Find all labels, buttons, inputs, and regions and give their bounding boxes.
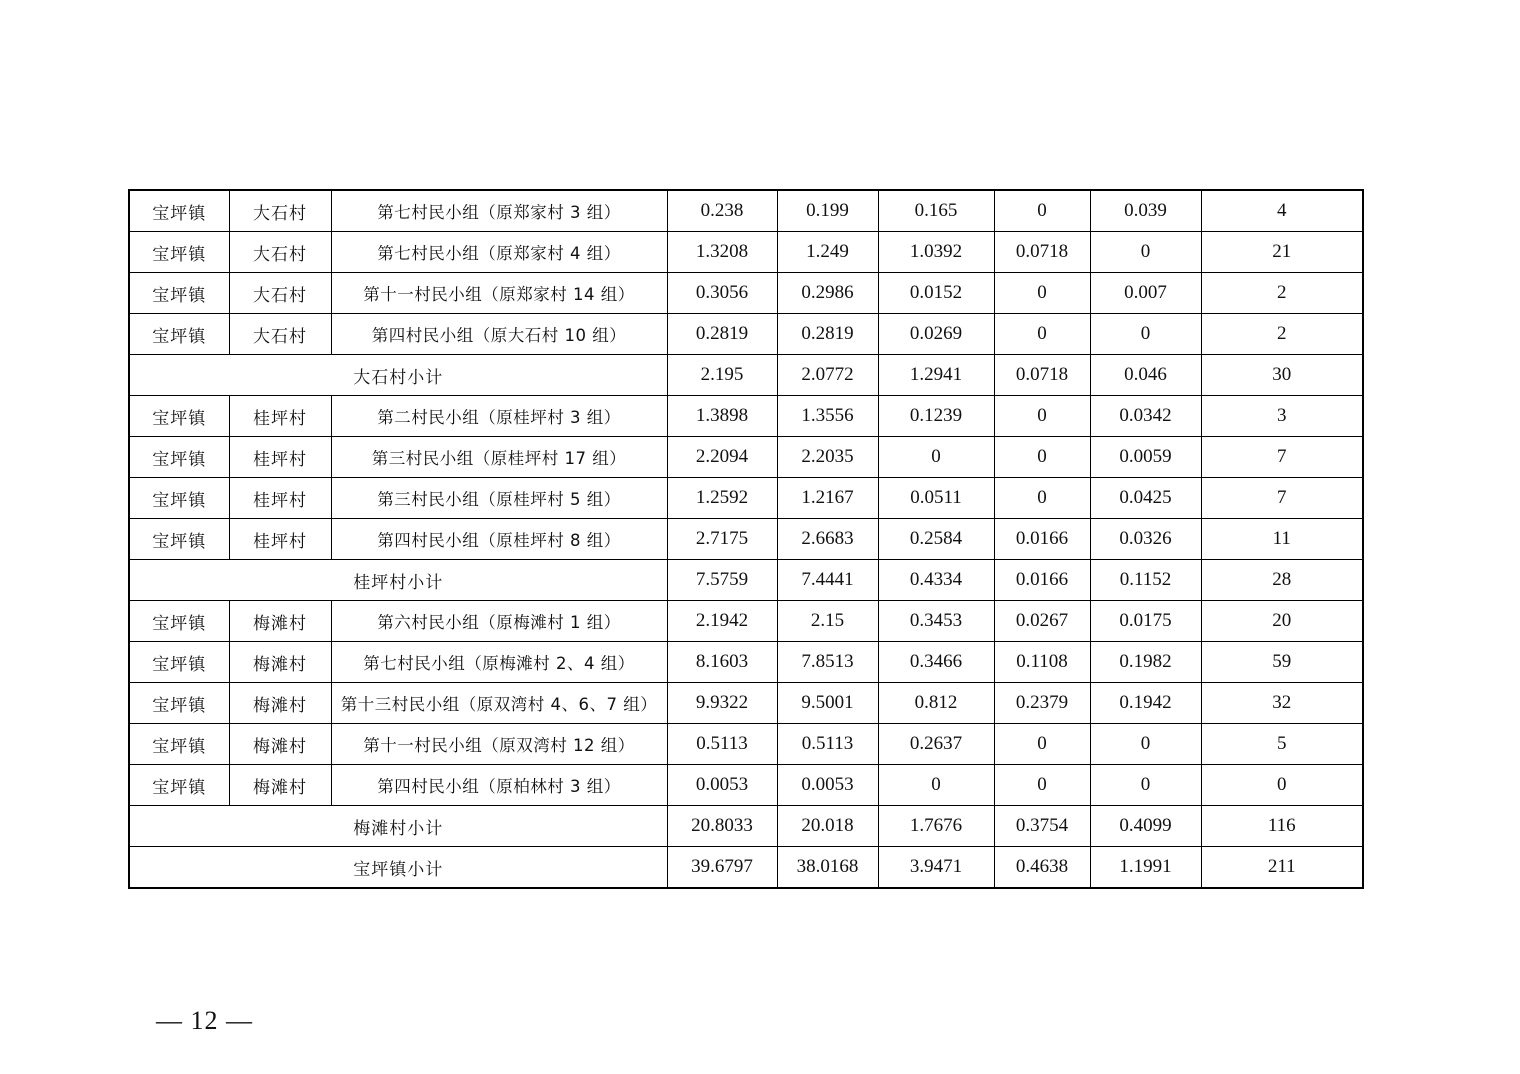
value-cell: 3 bbox=[1201, 396, 1362, 437]
village-cell: 梅滩村 bbox=[229, 683, 331, 724]
value-cell: 0 bbox=[994, 478, 1090, 519]
value-cell: 0 bbox=[1201, 765, 1362, 806]
village-cell: 大石村 bbox=[229, 232, 331, 273]
town-cell: 宝坪镇 bbox=[130, 519, 229, 560]
value-cell: 0.4334 bbox=[878, 560, 994, 601]
value-cell: 0 bbox=[994, 191, 1090, 232]
value-cell: 11 bbox=[1201, 519, 1362, 560]
value-cell: 0.007 bbox=[1090, 273, 1201, 314]
value-cell: 0.0053 bbox=[777, 765, 878, 806]
value-cell: 0.2819 bbox=[777, 314, 878, 355]
group-cell: 第十一村民小组（原双湾村 12 组） bbox=[331, 724, 667, 765]
village-cell: 桂坪村 bbox=[229, 519, 331, 560]
value-cell: 7 bbox=[1201, 478, 1362, 519]
value-cell: 0.199 bbox=[777, 191, 878, 232]
table-row bbox=[130, 314, 1362, 355]
group-cell: 第三村民小组（原桂坪村 17 组） bbox=[331, 437, 667, 478]
value-cell: 0 bbox=[994, 724, 1090, 765]
value-cell: 0.0511 bbox=[878, 478, 994, 519]
page-number: — 12 — bbox=[156, 1006, 253, 1035]
town-cell: 宝坪镇 bbox=[130, 273, 229, 314]
value-cell: 0.3754 bbox=[994, 806, 1090, 847]
value-cell: 0.0059 bbox=[1090, 437, 1201, 478]
value-cell: 0 bbox=[994, 396, 1090, 437]
town-cell: 宝坪镇 bbox=[130, 601, 229, 642]
value-cell: 0 bbox=[994, 314, 1090, 355]
value-cell: 0.5113 bbox=[777, 724, 878, 765]
value-cell: 7.4441 bbox=[777, 560, 878, 601]
value-cell: 9.9322 bbox=[667, 683, 777, 724]
subtotal-label-cell: 宝坪镇小计 bbox=[130, 847, 667, 888]
village-cell: 桂坪村 bbox=[229, 478, 331, 519]
value-cell: 1.1991 bbox=[1090, 847, 1201, 888]
village-cell: 梅滩村 bbox=[229, 724, 331, 765]
table-row bbox=[130, 642, 1362, 683]
value-cell: 0.2637 bbox=[878, 724, 994, 765]
value-cell: 2.0772 bbox=[777, 355, 878, 396]
value-cell: 32 bbox=[1201, 683, 1362, 724]
land-area-table bbox=[130, 191, 1362, 887]
value-cell: 7 bbox=[1201, 437, 1362, 478]
value-cell: 2.2035 bbox=[777, 437, 878, 478]
group-cell: 第十三村民小组（原双湾村 4、6、7 组） bbox=[331, 683, 667, 724]
subtotal-row bbox=[130, 847, 1362, 888]
value-cell: 0.0718 bbox=[994, 232, 1090, 273]
town-cell: 宝坪镇 bbox=[130, 683, 229, 724]
town-cell: 宝坪镇 bbox=[130, 437, 229, 478]
value-cell: 2 bbox=[1201, 273, 1362, 314]
table-row bbox=[130, 232, 1362, 273]
subtotal-row bbox=[130, 560, 1362, 601]
value-cell: 0.1982 bbox=[1090, 642, 1201, 683]
value-cell: 7.8513 bbox=[777, 642, 878, 683]
village-cell: 梅滩村 bbox=[229, 765, 331, 806]
value-cell: 0.2379 bbox=[994, 683, 1090, 724]
value-cell: 0 bbox=[1090, 724, 1201, 765]
town-cell: 宝坪镇 bbox=[130, 724, 229, 765]
value-cell: 2 bbox=[1201, 314, 1362, 355]
value-cell: 0 bbox=[1090, 765, 1201, 806]
town-cell: 宝坪镇 bbox=[130, 232, 229, 273]
village-cell: 桂坪村 bbox=[229, 396, 331, 437]
value-cell: 0.046 bbox=[1090, 355, 1201, 396]
value-cell: 1.3208 bbox=[667, 232, 777, 273]
value-cell: 0.0326 bbox=[1090, 519, 1201, 560]
value-cell: 0.1108 bbox=[994, 642, 1090, 683]
value-cell: 0 bbox=[878, 765, 994, 806]
value-cell: 0.3453 bbox=[878, 601, 994, 642]
value-cell: 0.165 bbox=[878, 191, 994, 232]
table-row bbox=[130, 191, 1362, 232]
subtotal-label-cell: 大石村小计 bbox=[130, 355, 667, 396]
group-cell: 第七村民小组（原郑家村 3 组） bbox=[331, 191, 667, 232]
value-cell: 211 bbox=[1201, 847, 1362, 888]
group-cell: 第二村民小组（原桂坪村 3 组） bbox=[331, 396, 667, 437]
value-cell: 0.0166 bbox=[994, 560, 1090, 601]
value-cell: 0.039 bbox=[1090, 191, 1201, 232]
village-cell: 大石村 bbox=[229, 273, 331, 314]
value-cell: 1.2592 bbox=[667, 478, 777, 519]
value-cell: 0.0053 bbox=[667, 765, 777, 806]
table-row bbox=[130, 765, 1362, 806]
subtotal-label-cell: 梅滩村小计 bbox=[130, 806, 667, 847]
value-cell: 0.2584 bbox=[878, 519, 994, 560]
value-cell: 1.2167 bbox=[777, 478, 878, 519]
subtotal-row bbox=[130, 355, 1362, 396]
village-cell: 大石村 bbox=[229, 314, 331, 355]
value-cell: 39.6797 bbox=[667, 847, 777, 888]
value-cell: 0.1239 bbox=[878, 396, 994, 437]
value-cell: 2.15 bbox=[777, 601, 878, 642]
value-cell: 38.0168 bbox=[777, 847, 878, 888]
table-row bbox=[130, 724, 1362, 765]
town-cell: 宝坪镇 bbox=[130, 191, 229, 232]
subtotal-label-cell: 桂坪村小计 bbox=[130, 560, 667, 601]
value-cell: 0.0718 bbox=[994, 355, 1090, 396]
value-cell: 0.1942 bbox=[1090, 683, 1201, 724]
town-cell: 宝坪镇 bbox=[130, 642, 229, 683]
data-table-frame bbox=[128, 189, 1364, 889]
value-cell: 0.5113 bbox=[667, 724, 777, 765]
value-cell: 0.0269 bbox=[878, 314, 994, 355]
value-cell: 0 bbox=[1090, 314, 1201, 355]
table-body bbox=[130, 191, 1362, 887]
table-row bbox=[130, 437, 1362, 478]
value-cell: 0 bbox=[994, 437, 1090, 478]
value-cell: 0.0152 bbox=[878, 273, 994, 314]
value-cell: 2.1942 bbox=[667, 601, 777, 642]
value-cell: 1.0392 bbox=[878, 232, 994, 273]
value-cell: 0 bbox=[994, 765, 1090, 806]
value-cell: 0.4638 bbox=[994, 847, 1090, 888]
table-row bbox=[130, 683, 1362, 724]
table-row bbox=[130, 601, 1362, 642]
value-cell: 0 bbox=[878, 437, 994, 478]
value-cell: 59 bbox=[1201, 642, 1362, 683]
village-cell: 梅滩村 bbox=[229, 642, 331, 683]
value-cell: 0.0342 bbox=[1090, 396, 1201, 437]
town-cell: 宝坪镇 bbox=[130, 765, 229, 806]
value-cell: 1.7676 bbox=[878, 806, 994, 847]
village-cell: 大石村 bbox=[229, 191, 331, 232]
town-cell: 宝坪镇 bbox=[130, 478, 229, 519]
group-cell: 第四村民小组（原大石村 10 组） bbox=[331, 314, 667, 355]
value-cell: 20.018 bbox=[777, 806, 878, 847]
value-cell: 0 bbox=[1090, 232, 1201, 273]
town-cell: 宝坪镇 bbox=[130, 314, 229, 355]
value-cell: 20 bbox=[1201, 601, 1362, 642]
value-cell: 8.1603 bbox=[667, 642, 777, 683]
group-cell: 第四村民小组（原桂坪村 8 组） bbox=[331, 519, 667, 560]
value-cell: 0 bbox=[994, 273, 1090, 314]
group-cell: 第四村民小组（原柏林村 3 组） bbox=[331, 765, 667, 806]
value-cell: 28 bbox=[1201, 560, 1362, 601]
value-cell: 3.9471 bbox=[878, 847, 994, 888]
value-cell: 5 bbox=[1201, 724, 1362, 765]
group-cell: 第三村民小组（原桂坪村 5 组） bbox=[331, 478, 667, 519]
value-cell: 0.812 bbox=[878, 683, 994, 724]
value-cell: 0.238 bbox=[667, 191, 777, 232]
subtotal-row bbox=[130, 806, 1362, 847]
value-cell: 1.2941 bbox=[878, 355, 994, 396]
table-row bbox=[130, 273, 1362, 314]
value-cell: 7.5759 bbox=[667, 560, 777, 601]
town-cell: 宝坪镇 bbox=[130, 396, 229, 437]
value-cell: 1.249 bbox=[777, 232, 878, 273]
value-cell: 2.7175 bbox=[667, 519, 777, 560]
village-cell: 桂坪村 bbox=[229, 437, 331, 478]
group-cell: 第七村民小组（原郑家村 4 组） bbox=[331, 232, 667, 273]
value-cell: 0.2986 bbox=[777, 273, 878, 314]
value-cell: 0.1152 bbox=[1090, 560, 1201, 601]
value-cell: 30 bbox=[1201, 355, 1362, 396]
value-cell: 20.8033 bbox=[667, 806, 777, 847]
value-cell: 2.2094 bbox=[667, 437, 777, 478]
village-cell: 梅滩村 bbox=[229, 601, 331, 642]
value-cell: 0.0425 bbox=[1090, 478, 1201, 519]
value-cell: 0.2819 bbox=[667, 314, 777, 355]
table-row bbox=[130, 478, 1362, 519]
value-cell: 2.6683 bbox=[777, 519, 878, 560]
value-cell: 0.4099 bbox=[1090, 806, 1201, 847]
table-row bbox=[130, 396, 1362, 437]
value-cell: 9.5001 bbox=[777, 683, 878, 724]
group-cell: 第七村民小组（原梅滩村 2、4 组） bbox=[331, 642, 667, 683]
value-cell: 0.3466 bbox=[878, 642, 994, 683]
value-cell: 1.3898 bbox=[667, 396, 777, 437]
value-cell: 116 bbox=[1201, 806, 1362, 847]
value-cell: 2.195 bbox=[667, 355, 777, 396]
group-cell: 第六村民小组（原梅滩村 1 组） bbox=[331, 601, 667, 642]
value-cell: 0.0175 bbox=[1090, 601, 1201, 642]
value-cell: 0.3056 bbox=[667, 273, 777, 314]
value-cell: 0.0267 bbox=[994, 601, 1090, 642]
value-cell: 1.3556 bbox=[777, 396, 878, 437]
group-cell: 第十一村民小组（原郑家村 14 组） bbox=[331, 273, 667, 314]
value-cell: 0.0166 bbox=[994, 519, 1090, 560]
value-cell: 4 bbox=[1201, 191, 1362, 232]
value-cell: 21 bbox=[1201, 232, 1362, 273]
table-row bbox=[130, 519, 1362, 560]
